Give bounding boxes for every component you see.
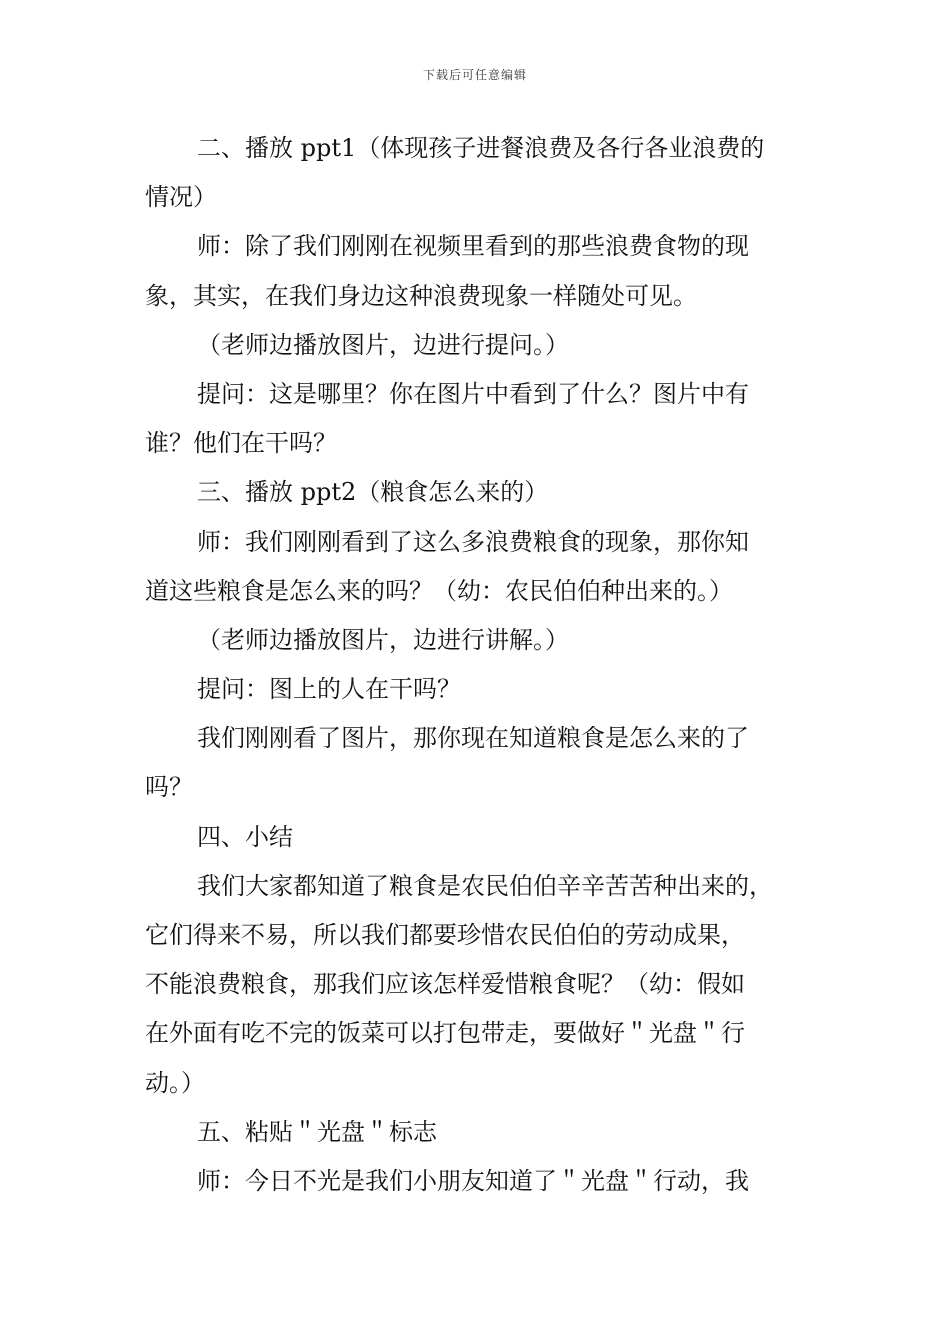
text-line: 三、播放 ppt2（粮食怎么来的） [197,478,549,507]
text-line: （老师边播放图片，边进行讲解。） [197,625,569,654]
text-line: 我们大家都知道了粮食是农民伯伯辛辛苦苦种出来的， [197,871,773,900]
text-line: 我们刚刚看了图片，那你现在知道粮食是怎么来的了 [197,724,749,753]
text-line: 提问：图上的人在干吗？ [197,675,461,704]
text-line: 四、小结 [197,822,293,851]
text-line: 道这些粮食是怎么来的吗？（幼：农民伯伯种出来的。） [145,576,733,605]
text-line: 师：除了我们刚刚在视频里看到的那些浪费食物的现 [197,232,749,261]
text-line: 师：今日不光是我们小朋友知道了＂光盘＂行动，我 [197,1166,749,1195]
page-header: 下载后可任意编辑 [422,68,527,82]
text-line: 情况） [145,183,217,212]
text-line: 在外面有吃不完的饭菜可以打包带走，要做好＂光盘＂行 [145,1019,745,1048]
text-line: 谁？他们在干吗？ [145,429,337,458]
text-line: 提问：这是哪里？你在图片中看到了什么？图片中有 [197,379,749,408]
text-line: 象，其实，在我们身边这种浪费现象一样随处可见。 [145,281,697,310]
text-line: 师：我们刚刚看到了这么多浪费粮食的现象，那你知 [197,527,749,556]
text-line: （老师边播放图片，边进行提问。） [197,330,569,359]
text-line: 二、播放 ppt1（体现孩子进餐浪费及各行各业浪费的 [197,134,765,162]
text-line: 吗？ [145,773,193,802]
text-line: 不能浪费粮食，那我们应该怎样爱惜粮食呢？（幼：假如 [145,970,745,999]
document-body [145,124,815,1206]
text-line: 动。） [145,1068,205,1097]
text-line: 五、粘贴＂光盘＂标志 [197,1117,437,1146]
text-line: 它们得来不易，所以我们都要珍惜农民伯伯的劳动成果， [145,921,745,949]
